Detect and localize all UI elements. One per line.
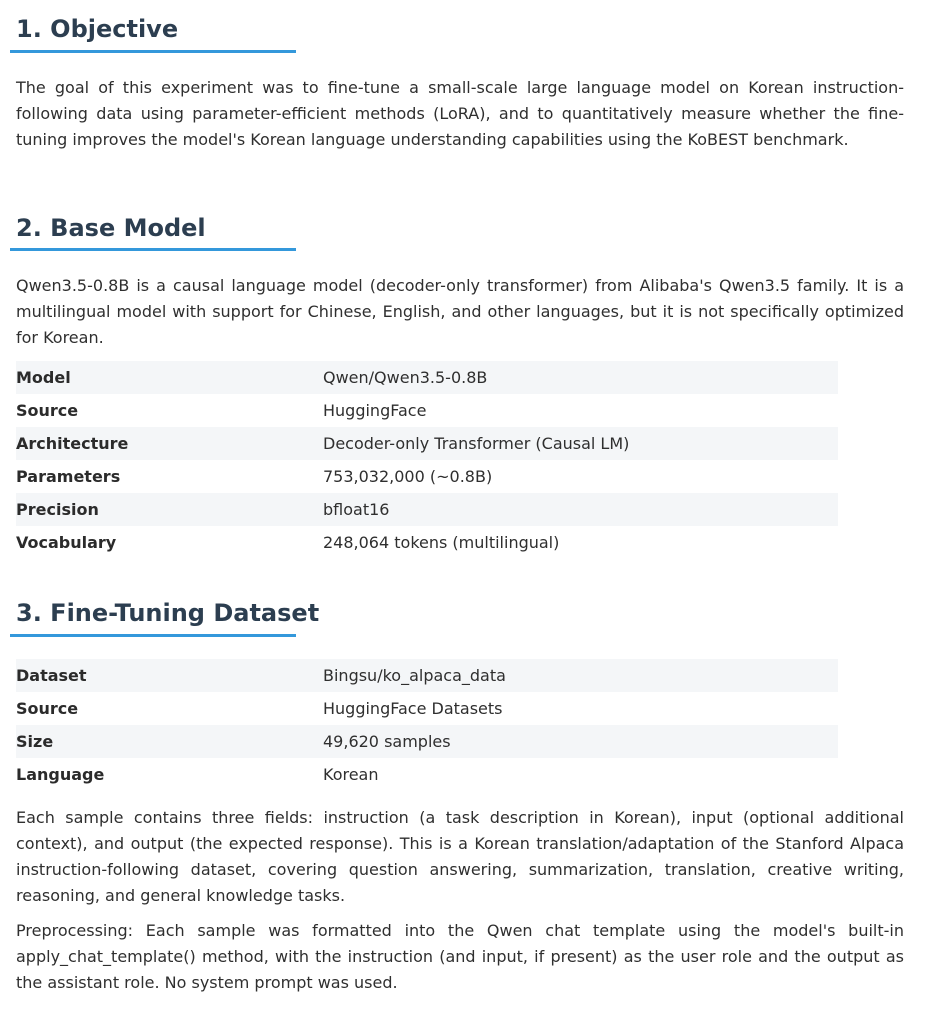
table-key: Source <box>16 699 79 718</box>
table-key: Model <box>16 361 323 394</box>
section-title-objective: 1. Objective <box>16 15 179 43</box>
table-value: Korean <box>323 765 379 784</box>
table-value: Bingsu/ko_alpaca_data <box>323 659 838 692</box>
table-value: 49,620 samples <box>323 725 838 758</box>
section-rule-dataset <box>10 634 296 637</box>
table-value: bfloat16 <box>323 493 838 526</box>
table-row <box>16 526 838 559</box>
table-value: 753,032,000 (~0.8B) <box>323 467 493 486</box>
section-rule-base-model <box>10 248 296 251</box>
preprocessing-paragraph: Preprocessing: Each sample was formatted into the Qwen chat template using the model's built-in apply_chat_template() method, with the instruction (and input, if present) as the user role and the output as the assistant role. No system prompt was used. <box>16 921 904 992</box>
table-value: 248,064 tokens (multilingual) <box>323 533 560 552</box>
table-key: Parameters <box>16 467 121 486</box>
dataset-description-paragraph: Each sample contains three fields: instruction (a task description in Korean), input (optional additional context), and output (the expected response). This is a Korean translation/adaptation of the Stanford Alpaca instruction-following dataset, covering question answering, summarization, translation, creative writing, reasoning, and general knowledge tasks. <box>16 808 904 905</box>
table-row <box>16 427 838 460</box>
base-model-table <box>16 361 838 559</box>
table-row <box>16 361 838 394</box>
table-row <box>16 692 838 725</box>
table-row <box>16 659 838 692</box>
objective-paragraph: The goal of this experiment was to fine-tune a small-scale large language model on Korean instruction-following data using parameter-efficient methods (LoRA), and to quantitatively measure whether the fine-tuning improves the model's Korean language understanding capabilities using the KoBEST benchmark. <box>16 78 904 149</box>
section-rule-objective <box>10 50 296 53</box>
table-key: Source <box>16 401 79 420</box>
table-key: Vocabulary <box>16 533 117 552</box>
table-value: Decoder-only Transformer (Causal LM) <box>323 427 838 460</box>
section-title-dataset: 3. Fine-Tuning Dataset <box>16 599 320 627</box>
table-key: Size <box>16 725 323 758</box>
table-key: Language <box>16 765 105 784</box>
table-value: Qwen/Qwen3.5-0.8B <box>323 361 838 394</box>
table-row <box>16 394 838 427</box>
table-row <box>16 758 838 791</box>
dataset-table <box>16 659 838 791</box>
table-value: HuggingFace Datasets <box>323 699 503 718</box>
table-row <box>16 460 838 493</box>
table-row <box>16 493 838 526</box>
table-key: Precision <box>16 493 323 526</box>
table-key: Architecture <box>16 427 323 460</box>
base-model-paragraph: Qwen3.5-0.8B is a causal language model (decoder-only transformer) from Alibaba's Qwen3.5 family. It is a multilingual model with support for Chinese, English, and other languages, but it is not specifically optimized for Korean. <box>16 276 904 347</box>
table-row <box>16 725 838 758</box>
table-key: Dataset <box>16 659 323 692</box>
section-title-base-model: 2. Base Model <box>16 214 206 242</box>
table-value: HuggingFace <box>323 401 427 420</box>
